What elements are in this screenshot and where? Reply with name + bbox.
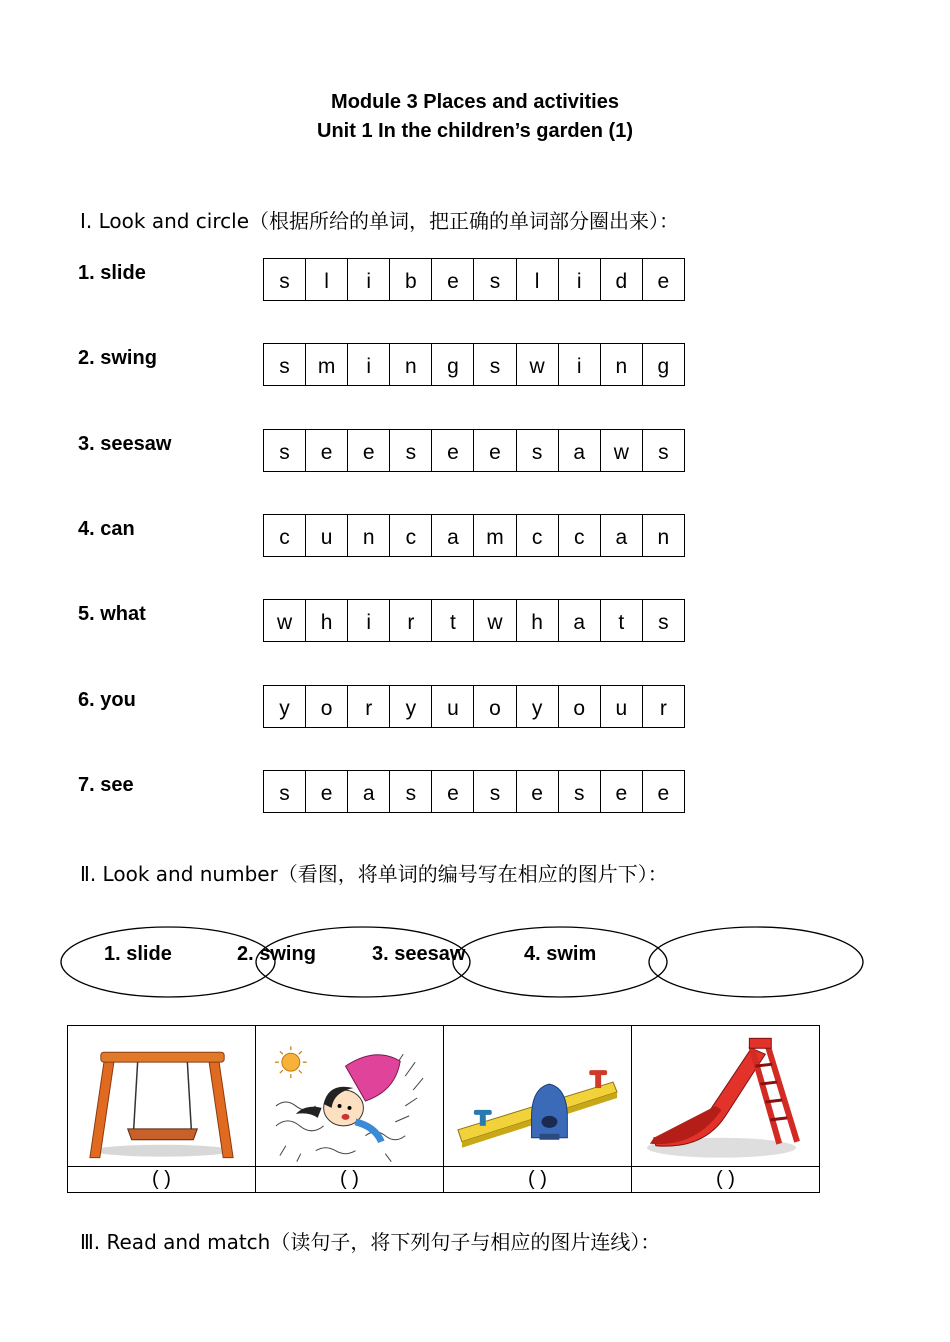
- letter-cell[interactable]: w: [264, 600, 306, 641]
- letter-cell[interactable]: g: [657, 354, 670, 378]
- letter-grid-5: [263, 599, 685, 642]
- letter-cell[interactable]: s: [474, 259, 516, 300]
- letter-cell[interactable]: h: [306, 600, 348, 641]
- seesaw-icon: [444, 1026, 631, 1166]
- section-2-heading: Ⅱ. Look and number（看图，将单词的编号写在相应的图片下）：: [80, 862, 668, 886]
- letter-cell[interactable]: m: [306, 344, 348, 385]
- letter-cell[interactable]: n: [601, 344, 643, 385]
- word-label-7: 7. see: [78, 774, 134, 796]
- word-label-4: 4. can: [78, 518, 135, 540]
- oval-word-3: 3. seesaw: [372, 943, 466, 965]
- swing-icon: [68, 1026, 255, 1166]
- letter-cell[interactable]: r: [659, 696, 667, 720]
- letter-cell[interactable]: u: [306, 515, 348, 556]
- word-label-1: 1. slide: [78, 262, 146, 284]
- oval-word-2: 2. swing: [237, 943, 316, 965]
- letter-cell[interactable]: i: [348, 344, 390, 385]
- letter-cell[interactable]: o: [474, 686, 516, 727]
- letter-cell[interactable]: s: [264, 344, 306, 385]
- letter-cell[interactable]: a: [559, 430, 601, 471]
- letter-cell[interactable]: s: [559, 771, 601, 812]
- letter-cell[interactable]: w: [601, 430, 643, 471]
- letter-cell[interactable]: i: [559, 259, 601, 300]
- answer-blank-4[interactable]: ( ): [716, 1168, 735, 1190]
- letter-cell[interactable]: e: [306, 430, 348, 471]
- letter-cell[interactable]: t: [432, 600, 474, 641]
- picture-cell-swim: [256, 1026, 444, 1192]
- letter-cell[interactable]: w: [474, 600, 516, 641]
- word-label-6: 6. you: [78, 689, 136, 711]
- answer-blank-1[interactable]: ( ): [152, 1168, 171, 1190]
- letter-cell[interactable]: r: [348, 686, 390, 727]
- letter-cell[interactable]: s: [658, 610, 669, 634]
- letter-cell[interactable]: s: [658, 440, 669, 464]
- letter-cell[interactable]: y: [264, 686, 306, 727]
- letter-grid-3: [263, 429, 685, 472]
- letter-cell[interactable]: s: [264, 430, 306, 471]
- letter-cell[interactable]: e: [432, 771, 474, 812]
- word-label-3: 3. seesaw: [78, 433, 172, 455]
- letter-cell[interactable]: e: [601, 771, 643, 812]
- letter-cell[interactable]: s: [390, 771, 432, 812]
- swimming-girl-icon: [256, 1026, 443, 1166]
- oval-word-4: 4. swim: [524, 943, 597, 965]
- letter-cell[interactable]: s: [474, 771, 516, 812]
- letter-grid-7: [263, 770, 685, 813]
- letter-cell[interactable]: n: [657, 525, 670, 549]
- letter-cell[interactable]: o: [306, 686, 348, 727]
- letter-cell[interactable]: c: [517, 515, 559, 556]
- letter-cell[interactable]: e: [432, 259, 474, 300]
- word-label-5: 5. what: [78, 603, 146, 625]
- picture-cell-swing: [68, 1026, 256, 1192]
- section-1-heading: Ⅰ. Look and circle（根据所给的单词，把正确的单词部分圈出来）：: [80, 209, 679, 233]
- letter-cell[interactable]: s: [264, 259, 306, 300]
- letter-cell[interactable]: g: [432, 344, 474, 385]
- letter-cell[interactable]: i: [559, 344, 601, 385]
- letter-cell[interactable]: e: [657, 269, 670, 293]
- section-3-heading: Ⅲ. Read and match（读句子，将下列句子与相应的图片连线）：: [80, 1230, 661, 1254]
- letter-cell[interactable]: o: [559, 686, 601, 727]
- letter-cell[interactable]: h: [517, 600, 559, 641]
- letter-cell[interactable]: l: [517, 259, 559, 300]
- word-label-2: 2. swing: [78, 347, 157, 369]
- unit-title: Unit 1 In the children’s garden (1): [317, 120, 633, 142]
- module-title: Module 3 Places and activities: [331, 91, 619, 113]
- picture-cell-slide: [632, 1026, 819, 1192]
- letter-cell[interactable]: c: [264, 515, 306, 556]
- letter-grid-4: [263, 514, 685, 557]
- letter-cell[interactable]: s: [264, 771, 306, 812]
- letter-cell[interactable]: c: [390, 515, 432, 556]
- letter-cell[interactable]: u: [601, 686, 643, 727]
- letter-cell[interactable]: a: [432, 515, 474, 556]
- letter-cell[interactable]: m: [474, 515, 516, 556]
- letter-cell[interactable]: y: [390, 686, 432, 727]
- letter-grid-2: [263, 343, 685, 386]
- letter-cell[interactable]: i: [348, 259, 390, 300]
- letter-cell[interactable]: l: [306, 259, 348, 300]
- letter-cell[interactable]: n: [348, 515, 390, 556]
- slide-icon: [632, 1026, 819, 1166]
- letter-cell[interactable]: s: [517, 430, 559, 471]
- letter-cell[interactable]: d: [601, 259, 643, 300]
- letter-cell[interactable]: b: [390, 259, 432, 300]
- letter-cell[interactable]: y: [517, 686, 559, 727]
- letter-cell[interactable]: i: [348, 600, 390, 641]
- letter-cell[interactable]: e: [348, 430, 390, 471]
- letter-cell[interactable]: n: [390, 344, 432, 385]
- letter-cell[interactable]: a: [348, 771, 390, 812]
- letter-cell[interactable]: e: [306, 771, 348, 812]
- letter-cell[interactable]: e: [517, 771, 559, 812]
- letter-cell[interactable]: a: [559, 600, 601, 641]
- letter-grid-1: [263, 258, 685, 301]
- picture-cell-seesaw: [444, 1026, 632, 1192]
- letter-cell[interactable]: e: [432, 430, 474, 471]
- letter-cell[interactable]: r: [390, 600, 432, 641]
- picture-table: [67, 1025, 820, 1193]
- letter-cell[interactable]: s: [474, 344, 516, 385]
- letter-cell[interactable]: w: [517, 344, 559, 385]
- letter-cell[interactable]: a: [601, 515, 643, 556]
- letter-grid-6: [263, 685, 685, 728]
- letter-cell[interactable]: u: [432, 686, 474, 727]
- letter-cell[interactable]: t: [601, 600, 643, 641]
- letter-cell[interactable]: c: [559, 515, 601, 556]
- answer-blank-2[interactable]: ( ): [340, 1168, 359, 1190]
- letter-cell[interactable]: s: [390, 430, 432, 471]
- oval-word-1: 1. slide: [104, 943, 172, 965]
- letter-cell[interactable]: e: [474, 430, 516, 471]
- answer-blank-3[interactable]: ( ): [528, 1168, 547, 1190]
- oval-4: [649, 927, 863, 997]
- letter-cell[interactable]: e: [657, 781, 670, 805]
